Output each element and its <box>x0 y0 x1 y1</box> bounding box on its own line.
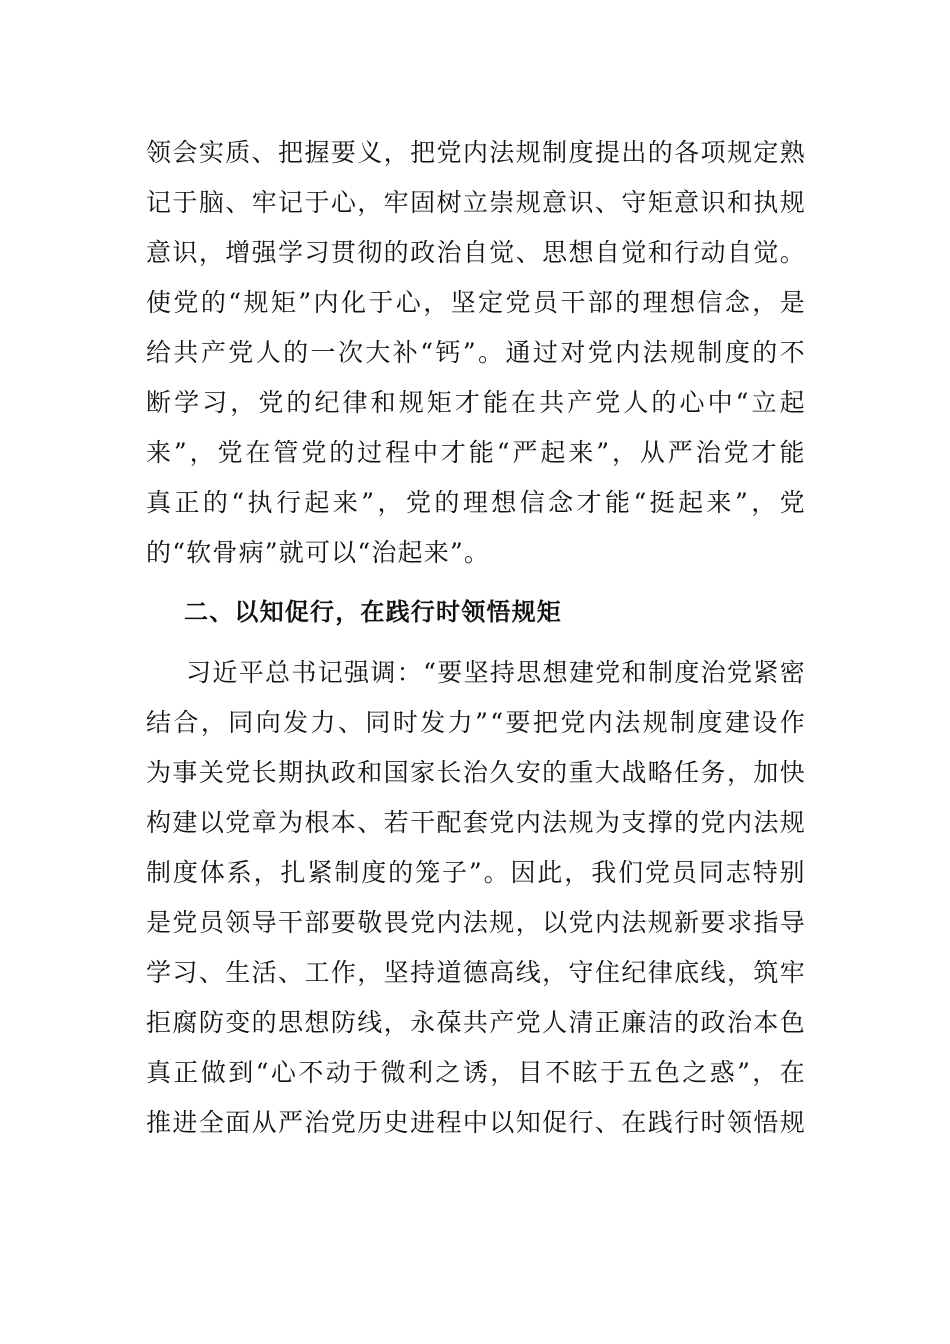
paragraph-last-line: 的“软骨病”就可以“治起来”。 <box>146 538 491 567</box>
paragraph-line: 拒 腐 防 变 的 思 想 防 线 ， 永 葆 共 产 党 人 清 正 廉 洁 的 政 治 本 色 <box>146 1008 806 1037</box>
paragraph-line: 意 识 ， 增 强 学 习 贯 彻 的 政 治 自 觉 、 思 想 自 觉 和 行 动 自 觉 。 <box>146 238 806 267</box>
paragraph-line: 给 共 产 党 人 的 一 次 大 补 “ 钙 ” 。 通 过 对 党 内 法 规 制 度 的 不 <box>146 338 806 367</box>
paragraph-line: 来 ” ， 党 在 管 党 的 过 程 中 才 能 “ 严 起 来 ” ， 从 严 治 党 才 能 <box>146 438 806 467</box>
paragraph-line: 推 进 全 面 从 严 治 党 历 史 进 程 中 以 知 促 行 、 在 践 行 时 领 悟 规 <box>146 1108 806 1137</box>
paragraph-line: 使 党 的 “ 规 矩 ” 内 化 于 心 ， 坚 定 党 员 干 部 的 理 想 信 念 ， 是 <box>146 288 806 317</box>
paragraph-line: 领 会 实 质 、 把 握 要 义 ， 把 党 内 法 规 制 度 提 出 的 各 项 规 定 熟 <box>146 138 806 167</box>
paragraph-line: 为 事 关 党 长 期 执 政 和 国 家 长 治 久 安 的 重 大 战 略 任 务 ， 加 快 <box>146 758 806 787</box>
section-heading-text: 二、以知促行，在践行时领悟规矩 <box>184 598 562 626</box>
paragraph-line: 真 正 的 “ 执 行 起 来 ” ， 党 的 理 想 信 念 才 能 “ 挺 起 来 ” ， 党 <box>146 488 806 517</box>
paragraph-line: 结 合 ， 同 向 发 力 、 同 时 发 力 ” “ 要 把 党 内 法 规 制 度 建 设 作 <box>146 708 806 737</box>
paragraph-line: 记 于 脑 、 牢 记 于 心 ， 牢 固 树 立 崇 规 意 识 、 守 矩 意 识 和 执 规 <box>146 188 806 217</box>
paragraph-line: 构 建 以 党 章 为 根 本 、 若 干 配 套 党 内 法 规 为 支 撑 的 党 内 法 规 <box>146 808 806 837</box>
paragraph-first-line: 习 近 平 总 书 记 强 调 ： “ 要 坚 持 思 想 建 党 和 制 度 治 党 紧 密 <box>186 658 806 687</box>
paragraph-line: 是 党 员 领 导 干 部 要 敬 畏 党 内 法 规 ， 以 党 内 法 规 新 要 求 指 导 <box>146 908 806 937</box>
paragraph-line: 断 学 习 ， 党 的 纪 律 和 规 矩 才 能 在 共 产 党 人 的 心 中 “ 立 起 <box>146 388 806 417</box>
paragraph-line: 制 度 体 系 ， 扎 紧 制 度 的 笼 子 ” 。 因 此 ， 我 们 党 员 同 志 特 别 <box>146 858 806 887</box>
paragraph-line: 学 习 、 生 活 、 工 作 ， 坚 持 道 德 高 线 ， 守 住 纪 律 底 线 ， 筑 牢 <box>146 958 806 987</box>
paragraph-line: 真 正 做 到 “ 心 不 动 于 微 利 之 诱 ， 目 不 眩 于 五 色 之 惑 ” ， 在 <box>146 1058 806 1087</box>
